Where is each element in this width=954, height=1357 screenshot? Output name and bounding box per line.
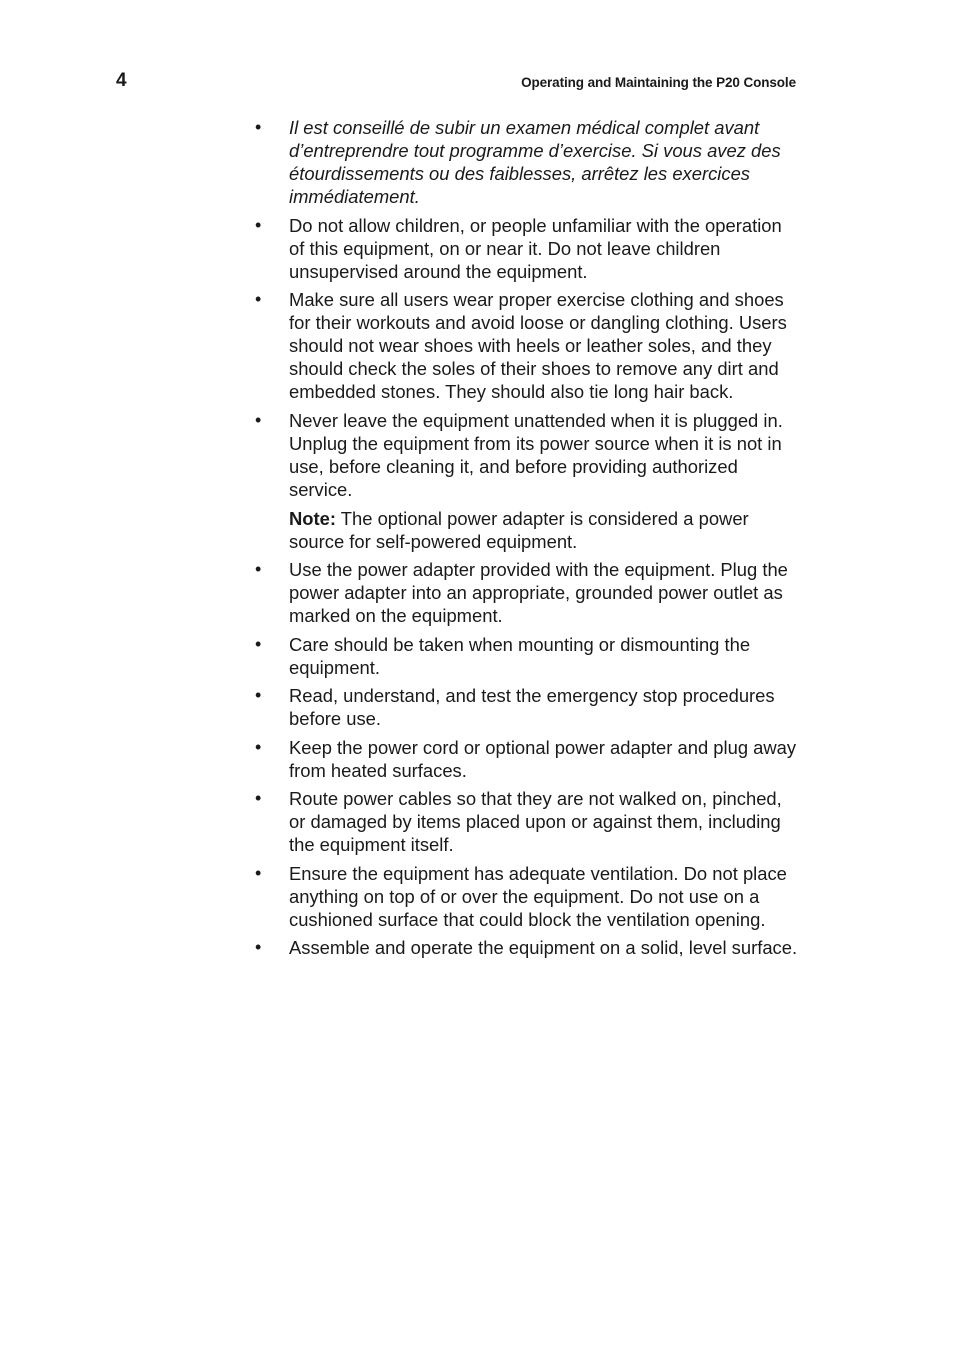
bullet-icon: • <box>255 685 262 705</box>
list-item <box>255 736 800 782</box>
bullet-icon: • <box>255 289 262 309</box>
list-item-text: Assemble and operate the equipment on a solid, level surface. <box>289 937 798 958</box>
bullet-icon: • <box>255 736 262 757</box>
list-item-text: Read, understand, and test the emergency stop procedures before use. <box>289 685 775 729</box>
list-item-text: Keep the power cord or optional power adapter and plug away from heated surfaces. <box>289 736 797 781</box>
list-item-text: Care should be taken when mounting or dismounting the equipment. <box>289 633 751 678</box>
list-item <box>255 558 800 627</box>
list-item <box>255 288 800 403</box>
page-number: 4 <box>116 70 127 91</box>
list-item <box>255 633 800 679</box>
bullet-icon: • <box>255 862 262 883</box>
bullet-icon: • <box>255 214 262 235</box>
list-item-text: Ensure the equipment has adequate ventilation. Do not place anything on top of or over the equipment. Do not use on a cushioned surface that could block the ventilation opening. <box>289 862 787 930</box>
list-item <box>255 116 800 208</box>
list-item <box>255 684 800 730</box>
list-item <box>255 936 800 959</box>
bullet-icon: • <box>255 633 262 654</box>
running-header-title: Operating and Maintaining the P20 Console <box>521 75 796 90</box>
bullet-icon: • <box>255 788 262 808</box>
list-item <box>255 214 800 283</box>
list-item-text: Route power cables so that they are not walked on, pinched, or damaged by items placed upon or against them, including the equipment itself. <box>289 788 782 855</box>
list-item <box>255 409 800 553</box>
note-text: The optional power adapter is considered a power source for self-powered equipment. <box>289 507 749 552</box>
note-paragraph <box>289 507 800 553</box>
list-item-text: Never leave the equipment unattended when it is plugged in. Unplug the equipment from its power source when it is not in use, before cleaning it, and before providing authorized service. <box>289 409 783 500</box>
bullet-icon: • <box>255 409 262 430</box>
safety-bullet-list <box>255 116 800 965</box>
list-item-text: Il est conseillé de subir un examen médical complet avant d’entreprendre tout programme d’exercise. Si vous avez des étourdissements ou des faiblesses, arrêtez les exercices immédiatement. <box>289 117 781 207</box>
bullet-icon: • <box>255 559 262 579</box>
list-item <box>255 787 800 856</box>
bullet-icon: • <box>255 937 262 957</box>
bullet-icon: • <box>255 117 262 137</box>
list-item <box>255 862 800 931</box>
list-item-text: Do not allow children, or people unfamiliar with the operation of this equipment, on or near it. Do not leave children unsupervised around the equipment. <box>289 214 782 282</box>
list-item-text: Make sure all users wear proper exercise clothing and shoes for their workouts and avoid loose or dangling clothing. Users should not wear shoes with heels or leather soles, and they should check the soles of their shoes to remove any dirt and embedded stones. They should also tie long hair back. <box>289 289 787 402</box>
list-item-text: Use the power adapter provided with the equipment. Plug the power adapter into an appropriate, grounded power outlet as marked on the equipment. <box>289 559 788 626</box>
note-label: Note: <box>289 507 336 529</box>
